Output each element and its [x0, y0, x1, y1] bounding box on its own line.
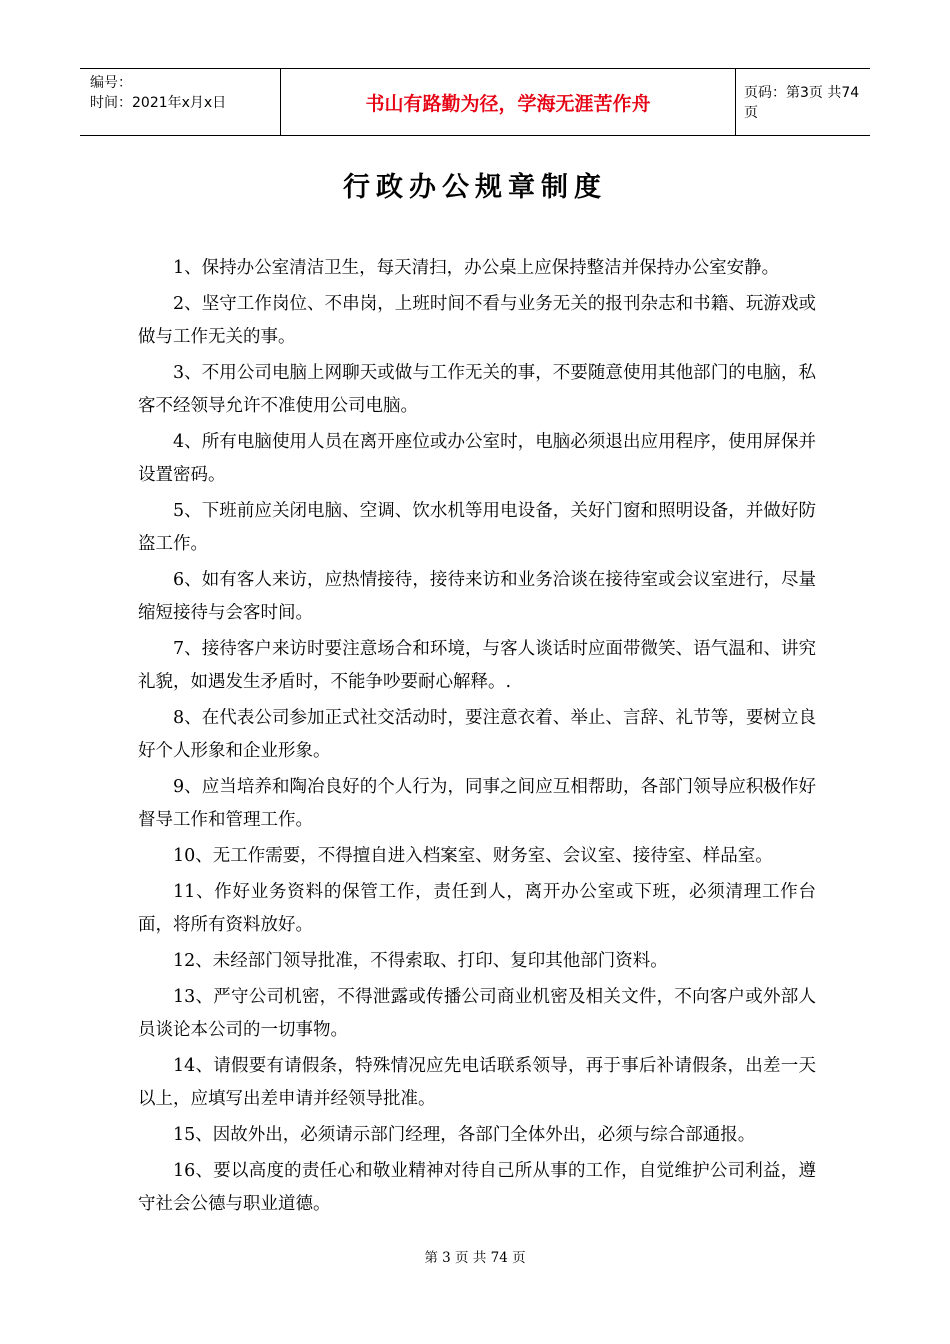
rule-paragraph: 13、严守公司机密，不得泄露或传播公司商业机密及相关文件，不向客户或外部人员谈论本公司的一切事物。 — [138, 987, 816, 1040]
rule-paragraph: 3、不用公司电脑上网聊天或做与工作无关的事，不要随意使用其他部门的电脑，私客不经领导允许不准使用公司电脑。 — [138, 363, 816, 416]
rule-paragraph: 7、接待客户来访时要注意场合和环境，与客人谈话时应面带微笑、语气温和、讲究礼貌，如遇发生矛盾时，不能争吵要耐心解释。. — [138, 639, 816, 692]
rule-paragraph: 2、坚守工作岗位、不串岗，上班时间不看与业务无关的报刊杂志和书籍、玩游戏或做与工作无关的事。 — [138, 294, 816, 347]
header-motto-cell — [280, 69, 736, 135]
rule-paragraph: 9、应当培养和陶冶良好的个人行为，同事之间应互相帮助，各部门领导应积极作好督导工作和管理工作。 — [138, 777, 816, 830]
header-page-info: 页码：第3页 共74页 — [744, 85, 860, 121]
rule-paragraph: 1、保持办公室清洁卫生，每天清扫，办公桌上应保持整洁并保持办公室安静。 — [173, 258, 780, 278]
rule-paragraph: 10、无工作需要，不得擅自进入档案室、财务室、会议室、接待室、样品室。 — [173, 846, 773, 866]
rule-paragraph: 11、作好业务资料的保管工作，责任到人，离开办公室或下班，必须清理工作台面，将所有资料放好。 — [138, 882, 816, 935]
rule-paragraph: 5、下班前应关闭电脑、空调、饮水机等用电设备，关好门窗和照明设备，并做好防盗工作。 — [138, 501, 816, 554]
header-motto: 书山有路勤为径，学海无涯苦作舟 — [365, 92, 651, 115]
document-body — [138, 252, 816, 1224]
rule-paragraph: 6、如有客人来访，应热情接待，接待来访和业务洽谈在接待室或会议室进行，尽量缩短接待与会客时间。 — [138, 570, 816, 623]
header-meta — [80, 69, 280, 135]
page-header — [80, 68, 870, 136]
rule-paragraph: 4、所有电脑使用人员在离开座位或办公室时，电脑必须退出应用程序，使用屏保并设置密码。 — [138, 432, 816, 485]
document-title: 行政办公规章制度 — [343, 172, 607, 203]
rule-paragraph: 14、请假要有请假条，特殊情况应先电话联系领导，再于事后补请假条，出差一天以上，应填写出差申请并经领导批准。 — [138, 1056, 816, 1109]
rule-paragraph: 16、要以高度的责任心和敬业精神对待自己所从事的工作，自觉维护公司利益，遵守社会公德与职业道德。 — [138, 1161, 816, 1214]
rule-paragraph: 12、未经部门领导批准，不得索取、打印、复印其他部门资料。 — [173, 951, 668, 971]
page-footer: 第 3 页 共 74 页 — [424, 1250, 526, 1266]
document-date: 时间：2021年x月x日 — [90, 95, 227, 111]
header-page-cell — [736, 69, 870, 135]
rule-paragraph: 15、因故外出，必须请示部门经理，各部门全体外出，必须与综合部通报。 — [173, 1125, 756, 1145]
document-number-label: 编号： — [90, 75, 132, 91]
rule-paragraph: 8、在代表公司参加正式社交活动时，要注意衣着、举止、言辞、礼节等，要树立良好个人形象和企业形象。 — [138, 708, 816, 761]
